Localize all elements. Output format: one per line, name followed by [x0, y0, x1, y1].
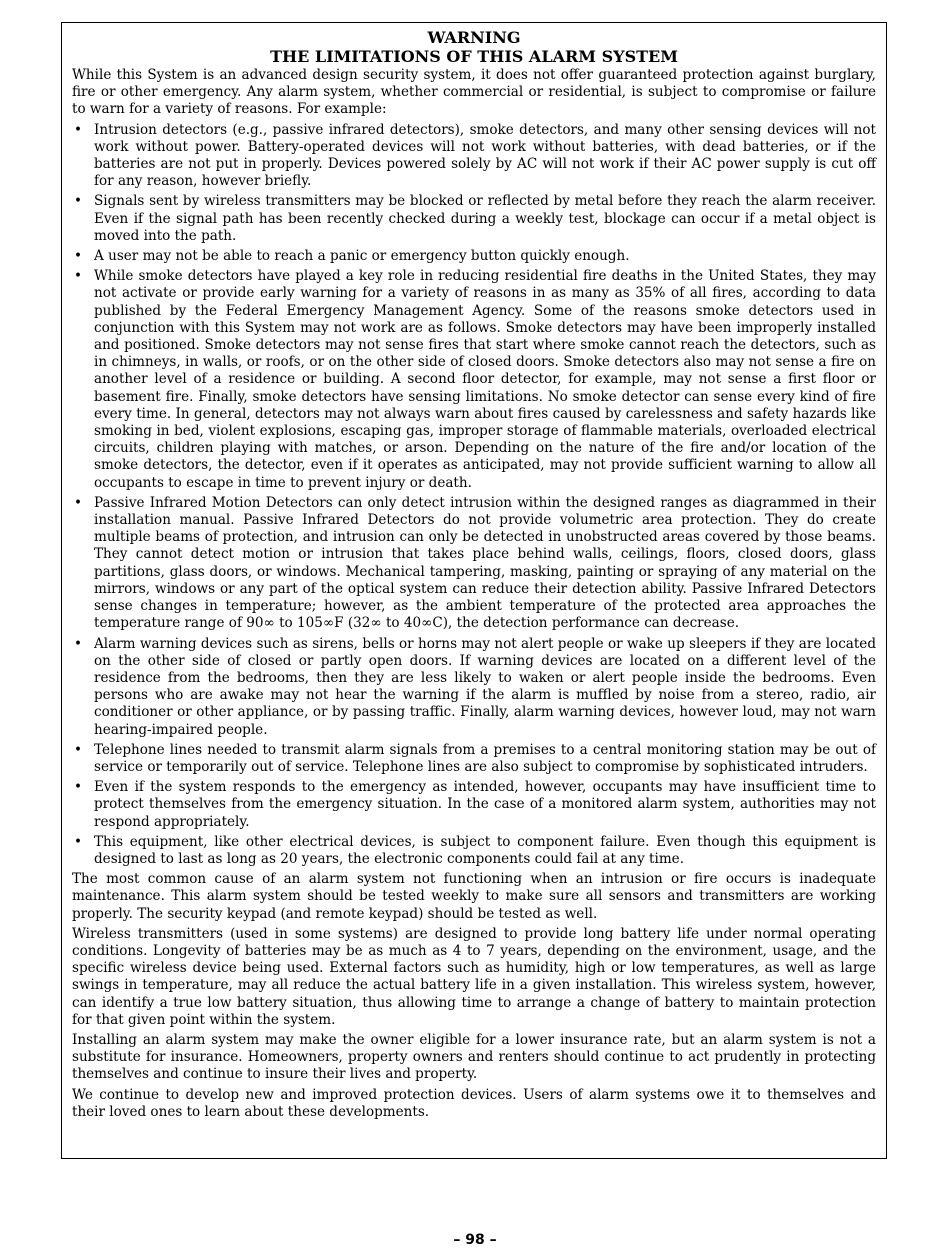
- list-item: [72, 248, 876, 265]
- bullet-icon: •: [74, 268, 82, 285]
- page-number: – 98 –: [453, 1232, 497, 1248]
- list-item: [72, 495, 876, 633]
- insurance-paragraph: Installing an alarm system may make the owner eligible for a lower insurance rate, but an alarm system is not a substitute for insurance. Homeowners, property owners and renters should continue to act prudently in protecting themselves and continue to insure their lives and property.: [72, 1031, 876, 1083]
- list-item: [72, 122, 876, 191]
- list-item-text: Even if the system responds to the emergency as intended, however, occupants may have insufficient time to protect themselves from the emergency situation. In the case of a monitored alarm system, authorities may not respond appropriately.: [94, 779, 876, 830]
- list-item-text: Telephone lines needed to transmit alarm signals from a premises to a central monitoring station may be out of service or temporarily out of service. Telephone lines are also subject to compromise by sophisticated intruders.: [94, 741, 876, 775]
- list-item-text: Passive Infrared Motion Detectors can only detect intrusion within the designed ranges as diagrammed in their installation manual. Passive Infrared Detectors do not provide volumetric area protection. They do create multiple beams of protection, and intrusion can only be detected in unobstructed areas covered by those beams. They cannot detect motion or intrusion that takes place behind walls, ceilings, floors, closed doors, glass partitions, glass doors, or windows. Mechanical tampering, masking, painting or spraying of any material on the mirrors, windows or any part of the optical system can reduce their detection ability. Passive Infrared Detectors sense changes in temperature; however, as the ambient temperature of the protected area approaches the temperature range of 90∞ to 105∞F (32∞ to 40∞C), the detection performance can decrease.: [94, 494, 876, 632]
- list-item: [72, 636, 876, 739]
- list-item-text: While smoke detectors have played a key role in reducing residential fire deaths in the United States, they may not activate or provide early warning for a variety of reasons in as many as 35% of all fires, according to data published by the Federal Emergency Management Agency. Some of the reasons smoke detectors used in conjunction with this System may not work are as follows. Smoke detectors may have been improperly installed and positioned. Smoke detectors may not sense fires that start where smoke cannot reach the detectors, such as in chimneys, in walls, or roofs, or on the other side of closed doors. Smoke detectors also may not sense a fire on another level of a residence or building. A second floor detector, for example, may not sense a first floor or basement fire. Finally, smoke detectors have sensing limitations. No smoke detector can sense every kind of fire every time. In general, detectors may not always warn about fires caused by carelessness and safety hazards like smoking in bed, violent explosions, escaping gas, improper storage of flammable materials, overloaded electrical circuits, children playing with matches, or arson. Depending on the nature of the fire and/or location of the smoke detectors, the detector, even if it operates as anticipated, may not provide sufficient warning to allow all occupants to escape in time to prevent injury or death.: [94, 268, 876, 491]
- limitations-list: [72, 122, 876, 869]
- list-item: [72, 193, 876, 245]
- development-paragraph: We continue to develop new and improved protection devices. Users of alarm systems owe it to themselves and their loved ones to learn about these developments.: [72, 1086, 876, 1120]
- maintenance-paragraph: The most common cause of an alarm system not functioning when an intrusion or fire occurs is inadequate maintenance. This alarm system should be tested weekly to make sure all sensors and transmitters are working properly. The security keypad (and remote keypad) should be tested as well.: [72, 871, 876, 922]
- list-item: [72, 268, 876, 492]
- list-item: [72, 834, 876, 868]
- bullet-icon: •: [74, 779, 82, 796]
- bullet-icon: •: [74, 248, 82, 265]
- warning-heading: [72, 28, 876, 66]
- bullet-icon: •: [74, 741, 82, 758]
- bullet-icon: •: [74, 635, 82, 652]
- wireless-paragraph: Wireless transmitters (used in some systems) are designed to provide long battery life under normal operating conditions. Longevity of batteries may be as much as 4 to 7 years, depending on the environment, usage, and the specific wireless device being used. External factors such as humidity, high or low temperatures, as well as large swings in temperature, may all reduce the actual battery life in a given installation. This wireless system, however, can identify a true low battery situation, thus allowing time to arrange a change of battery to maintain protection for that given point within the system.: [72, 925, 876, 1028]
- intro-paragraph: While this System is an advanced design security system, it does not offer guaranteed protection against burglary, fire or other emergency. Any alarm system, whether commercial or residential, is subject to compromise or failure to warn for a variety of reasons. For example:: [72, 67, 876, 118]
- list-item-text: Intrusion detectors (e.g., passive infrared detectors), smoke detectors, and many other sensing devices will not work without power. Battery-operated devices will not work without batteries, with dead batteries, or if the batteries are not put in properly. Devices powered solely by AC will not work if their AC power supply is cut off for any reason, however briefly.: [94, 121, 876, 190]
- list-item: [72, 779, 876, 831]
- bullet-icon: •: [74, 121, 82, 138]
- heading-title: THE LIMITATIONS OF THIS ALARM SYSTEM: [270, 47, 678, 66]
- bullet-icon: •: [74, 494, 82, 511]
- list-item-text: This equipment, like other electrical devices, is subject to component failure. Even though this equipment is designed to last as long as 20 years, the electronic components could fail at any time.: [94, 833, 876, 867]
- list-item-text: A user may not be able to reach a panic or emergency button quickly enough.: [94, 248, 630, 265]
- bullet-icon: •: [74, 193, 82, 210]
- list-item-text: Alarm warning devices such as sirens, bells or horns may not alert people or wake up sleepers if they are located on the other side of closed or partly open doors. If warning devices are located on a different level of the residence from the bedrooms, then they are less likely to waken or alert people inside the bedrooms. Even persons who are awake may not hear the warning if the alarm is muffled by noise from a stereo, radio, air conditioner or other appliance, or by passing traffic. Finally, alarm warning devices, however loud, may not warn hearing-impaired people.: [94, 635, 876, 738]
- list-item: [72, 742, 876, 776]
- warning-box: [61, 22, 887, 1159]
- heading-warning: WARNING: [427, 28, 521, 47]
- list-item-text: Signals sent by wireless transmitters may be blocked or reflected by metal before they reach the alarm receiver. Even if the signal path has been recently checked during a weekly test, blockage can occur if a metal object is moved into the path.: [94, 193, 876, 244]
- bullet-icon: •: [74, 833, 82, 850]
